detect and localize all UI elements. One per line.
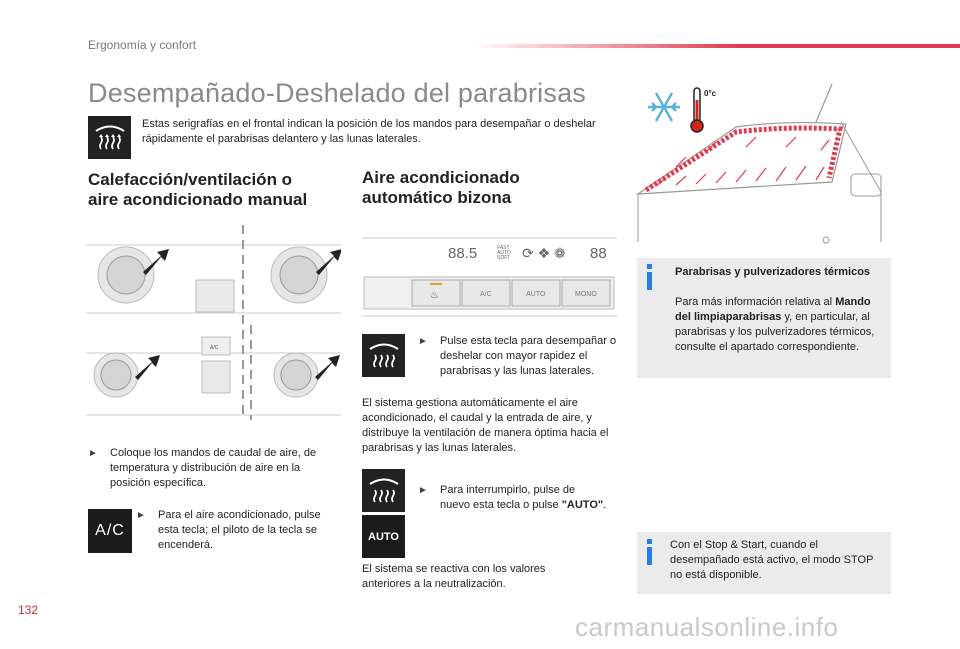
middle-heading-line2: automático bizona bbox=[362, 188, 512, 207]
info-i-bar-icon bbox=[647, 547, 652, 565]
snowflake-icon bbox=[648, 93, 680, 121]
left-bullet-1 bbox=[88, 446, 338, 491]
left-heading-line2: aire acondicionado manual bbox=[88, 190, 308, 209]
panel-defrost-icon: ♨ bbox=[430, 290, 439, 301]
info1-text-b: Mando del limpiaparabrisas bbox=[675, 296, 871, 323]
info-box-stop-start bbox=[637, 532, 891, 594]
ac-key-icon: A/C bbox=[88, 509, 132, 553]
info-i-dot-icon bbox=[647, 264, 652, 269]
middle-bullet-2 bbox=[418, 483, 608, 513]
bullet-arrow-icon: ► bbox=[418, 485, 428, 496]
left-bullet-2-text: Para el aire acondicionado, pulse esta tecla; el piloto de la tecla se encenderá. bbox=[158, 509, 321, 551]
info-i-bar-icon bbox=[647, 272, 652, 290]
panel-display-right: 88 bbox=[590, 245, 607, 262]
panel-display-left: 88.5 bbox=[448, 245, 478, 262]
info1-text bbox=[675, 295, 887, 355]
bullet-arrow-icon: ► bbox=[418, 336, 428, 347]
bullet-arrow-icon: ► bbox=[88, 448, 98, 459]
panel-icons: ⟳ ❖ ❁ bbox=[522, 245, 566, 261]
temperature-label: 0°c bbox=[704, 89, 717, 98]
intro-text: Estas serigrafías en el frontal indican la posición de los mandos para desempañar o deshelar rápidamente el parabrisas delantero y las lunas laterales. bbox=[142, 118, 596, 145]
panel-btn-auto: AUTO bbox=[526, 291, 546, 298]
left-heading bbox=[88, 170, 358, 210]
middle-paragraph-1: El sistema gestiona automáticamente el aire acondicionado, el caudal y la entrada de aire, y distribuye la ventilación de manera óptima hacia el parabrisas y las lunas laterales. bbox=[362, 397, 609, 454]
middle-heading-line1: Aire acondicionado bbox=[362, 168, 520, 187]
header-accent-line bbox=[470, 44, 960, 48]
info-box-heated-windscreen bbox=[637, 258, 891, 378]
section-title: Ergonomía y confort bbox=[88, 38, 197, 52]
auto-panel-photo bbox=[362, 232, 617, 322]
defrost-icon bbox=[362, 334, 405, 377]
middle-bullet-2-auto: "AUTO" bbox=[561, 499, 604, 511]
panel-fan-labels: FAST AUTO SOFT bbox=[497, 245, 511, 261]
middle-bullet-2-text bbox=[418, 483, 608, 513]
left-bullet-1-text: Coloque los mandos de caudal de aire, de temperatura y distribución de aire en la posición específica. bbox=[110, 447, 317, 489]
auto-key-icon: AUTO bbox=[362, 515, 405, 558]
info1-text-c: y, en particular, al parabrisas y los pulverizadores térmicos, consulte el apartado correspondiente. bbox=[675, 311, 875, 353]
info2-text: Con el Stop & Start, cuando el desempañado está activo, el modo STOP no está disponible. bbox=[670, 539, 874, 581]
watermark: carmanualsonline.info bbox=[575, 612, 839, 642]
defrost-icon bbox=[88, 116, 131, 159]
middle-bullet-1 bbox=[418, 334, 618, 379]
middle-paragraph-2: El sistema se reactiva con los valores anteriores a la neutralización. bbox=[362, 563, 546, 590]
middle-bullet-1-text: Pulse esta tecla para desempañar o deshelar con mayor rapidez el parabrisas y las lunas laterales. bbox=[440, 335, 617, 377]
manual-controls-photo bbox=[86, 225, 341, 420]
page-number: 132 bbox=[18, 603, 39, 617]
middle-bullet-2-text-a: Para interrumpirlo, pulse de nuevo esta tecla o pulse bbox=[440, 484, 576, 511]
left-bullet-2 bbox=[136, 508, 341, 553]
middle-heading bbox=[362, 168, 622, 208]
info-i-dot-icon bbox=[647, 539, 652, 544]
info1-title: Parabrisas y pulverizadores térmicos bbox=[675, 266, 871, 278]
panel-ac-small-label: A/C bbox=[210, 345, 219, 351]
defrost-icon bbox=[362, 469, 405, 512]
panel-btn-mono: MONO bbox=[575, 291, 597, 298]
bullet-arrow-icon: ► bbox=[136, 510, 146, 521]
info1-text-a: Para más información relativa al bbox=[675, 296, 836, 308]
left-heading-line1: Calefacción/ventilación o bbox=[88, 170, 293, 189]
middle-bullet-2-text-c: . bbox=[603, 499, 607, 511]
thermometer-icon bbox=[691, 88, 703, 132]
page-title: Desempañado-Deshelado del parabrisas bbox=[88, 78, 586, 108]
windscreen-illustration bbox=[636, 82, 892, 252]
panel-btn-ac: A/C bbox=[480, 291, 492, 298]
